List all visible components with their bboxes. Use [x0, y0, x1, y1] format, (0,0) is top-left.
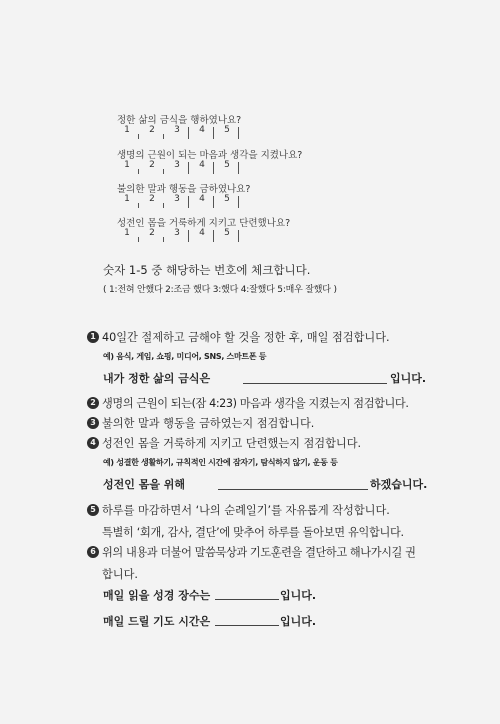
- item-1-text: 40일간 절제하고 금해야 할 것을 정한 후, 매일 점검합니다.: [102, 331, 390, 344]
- scale-tick: [213, 127, 214, 139]
- item-6-text: 위의 내용과 더불어 말씀묵상과 기도훈련을 결단하고 해나가시길 권: [102, 546, 416, 559]
- scale-tick: [138, 203, 139, 208]
- scale-tick: [138, 169, 139, 174]
- item-number-2: 2: [87, 397, 99, 409]
- scale-tick: [188, 162, 189, 174]
- item-number-3: 3: [87, 417, 99, 429]
- rating-option-5[interactable]: 5: [224, 228, 230, 238]
- rating-legend: ( 1:전혀 안했다 2:조금 했다 3:했다 4:잘했다 5:매우 잘했다 ): [103, 285, 337, 295]
- scale-tick: [213, 162, 214, 174]
- item-4-fill-prefix: 성전인 몸을 위해: [103, 478, 186, 491]
- item-6-blank-1[interactable]: [215, 599, 279, 600]
- item-6-text-2: 합니다.: [102, 568, 138, 581]
- rating-option-5[interactable]: 5: [224, 160, 230, 170]
- survey-question-1: 정한 삶의 금식을 행하였나요?: [117, 115, 242, 126]
- item-number-6: 6: [87, 546, 99, 558]
- item-4-blank[interactable]: [218, 489, 368, 490]
- item-6-blank-2[interactable]: [215, 625, 279, 626]
- item-1-blank[interactable]: [243, 383, 387, 384]
- scale-tick: [163, 203, 164, 208]
- item-1-fill-suffix: 입니다.: [390, 372, 427, 385]
- item-1-fill-prefix: 내가 정한 삶의 금식은: [103, 372, 211, 385]
- scale-tick: [163, 134, 164, 139]
- scale-tick: [188, 196, 189, 208]
- rating-option-1[interactable]: 1: [124, 228, 130, 238]
- rating-option-3[interactable]: 3: [174, 125, 180, 135]
- scale-tick: [213, 230, 214, 242]
- item-6-fill-1-prefix: 매일 읽을 성경 장수는: [103, 589, 211, 602]
- rating-scale-3: [117, 194, 253, 208]
- rating-option-4[interactable]: 4: [199, 194, 205, 204]
- scale-tick: [138, 237, 139, 242]
- scale-tick: [138, 134, 139, 139]
- item-number-1: 1: [87, 331, 99, 343]
- scale-tick: [163, 169, 164, 174]
- survey-question-4: 성전인 몸을 거룩하게 지키고 단련했나요?: [117, 218, 291, 229]
- rating-option-1[interactable]: 1: [124, 125, 130, 135]
- rating-option-5[interactable]: 5: [224, 125, 230, 135]
- survey-question-2: 생명의 근원이 되는 마음과 생각을 지켰나요?: [117, 150, 303, 161]
- item-5-text: 하루를 마감하면서 ‘나의 순례일기’를 자유롭게 작성합니다.: [102, 504, 390, 517]
- item-number-5: 5: [87, 504, 99, 516]
- scale-tick: [238, 162, 239, 174]
- rating-option-1[interactable]: 1: [124, 194, 130, 204]
- item-6-fill-2-suffix: 입니다.: [280, 615, 317, 628]
- rating-scale-4: [117, 228, 253, 242]
- item-4-example: 예) 성결한 생활하기, 규칙적인 시간에 잠자기, 탐식하지 않기, 운동 등: [103, 458, 338, 467]
- rating-option-2[interactable]: 2: [149, 228, 155, 238]
- rating-option-4[interactable]: 4: [199, 228, 205, 238]
- rating-option-2[interactable]: 2: [149, 160, 155, 170]
- rating-option-3[interactable]: 3: [174, 228, 180, 238]
- item-2-text: 생명의 근원이 되는(잠 4:23) 마음과 생각을 지켰는지 점검합니다.: [102, 397, 409, 410]
- scale-tick: [163, 237, 164, 242]
- scale-tick: [238, 127, 239, 139]
- rating-option-5[interactable]: 5: [224, 194, 230, 204]
- instruction-text: 숫자 1-5 중 해당하는 번호에 체크합니다.: [103, 263, 311, 277]
- item-6-fill-1-suffix: 입니다.: [280, 589, 317, 602]
- rating-scale-1: [117, 125, 253, 139]
- item-4-fill-suffix: 하겠습니다.: [370, 478, 428, 491]
- item-5-text-2: 특별히 ‘회개, 감사, 결단’에 맞추어 하루를 돌아보면 유익합니다.: [102, 526, 404, 539]
- scale-tick: [238, 196, 239, 208]
- rating-option-4[interactable]: 4: [199, 160, 205, 170]
- item-6-fill-2-prefix: 매일 드릴 기도 시간은: [103, 615, 211, 628]
- scale-tick: [188, 230, 189, 242]
- item-1-example: 예) 음식, 게임, 쇼핑, 미디어, SNS, 스마트폰 등: [103, 352, 267, 361]
- rating-option-3[interactable]: 3: [174, 194, 180, 204]
- scale-tick: [188, 127, 189, 139]
- survey-question-3: 불의한 말과 행동을 금하였나요?: [117, 184, 251, 195]
- item-3-text: 불의한 말과 행동을 금하였는지 점검합니다.: [102, 417, 315, 430]
- rating-option-2[interactable]: 2: [149, 194, 155, 204]
- item-number-4: 4: [87, 437, 99, 449]
- rating-option-1[interactable]: 1: [124, 160, 130, 170]
- rating-scale-2: [117, 160, 253, 174]
- scale-tick: [238, 230, 239, 242]
- item-4-text: 성전인 몸을 거룩하게 지키고 단련했는지 점검합니다.: [102, 437, 362, 450]
- scale-tick: [213, 196, 214, 208]
- rating-option-3[interactable]: 3: [174, 160, 180, 170]
- rating-option-4[interactable]: 4: [199, 125, 205, 135]
- rating-option-2[interactable]: 2: [149, 125, 155, 135]
